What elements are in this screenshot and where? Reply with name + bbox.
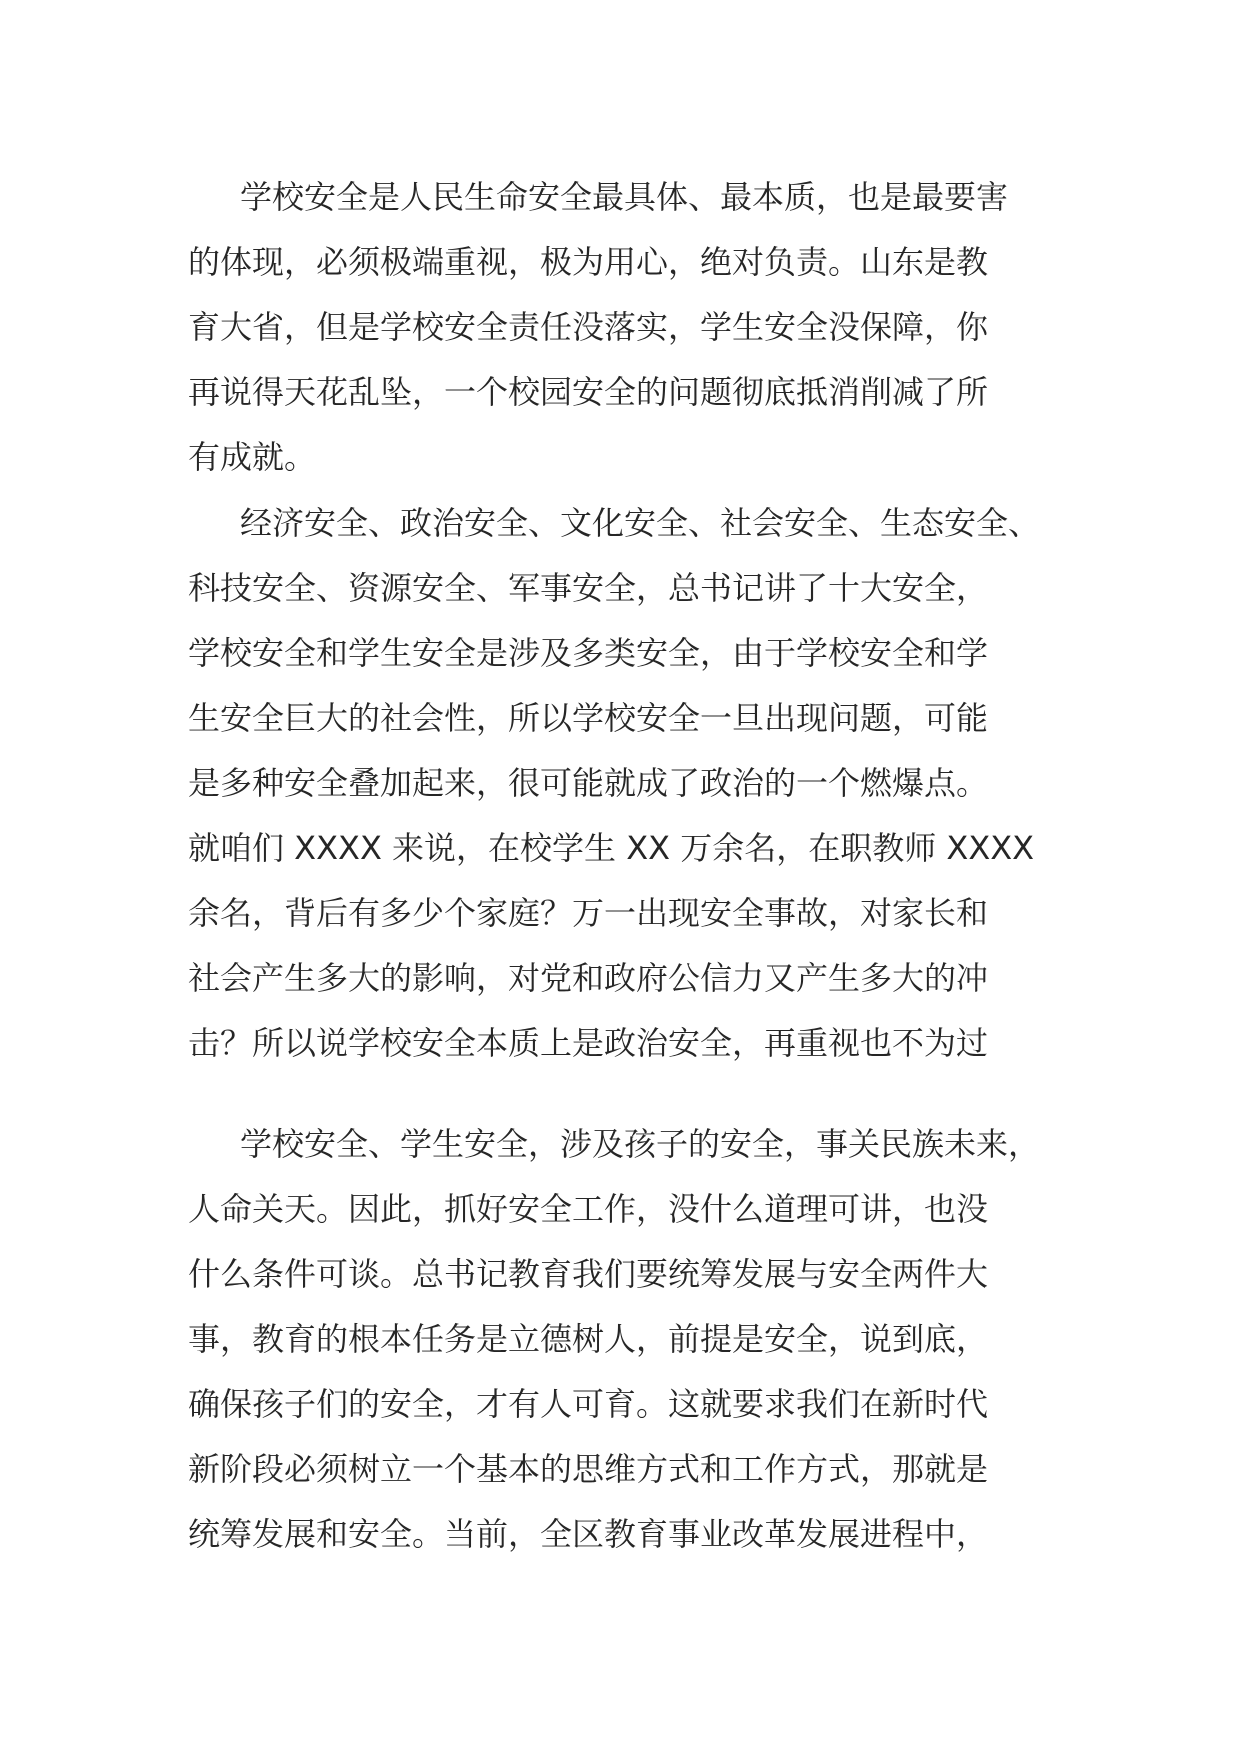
paragraph-line: 经济安全、政治安全、文化安全、社会安全、生态安全、: [240, 504, 1041, 542]
paragraph-line: 育大省，但是学校安全责任没落实，学生安全没保障，你: [188, 308, 989, 346]
paragraph-line: 学校安全和学生安全是涉及多类安全，由于学校安全和学: [188, 634, 989, 672]
paragraph-line: 再说得天花乱坠，一个校园安全的问题彻底抵消削减了所: [188, 373, 989, 411]
paragraph-ten-securities: [188, 491, 1068, 1076]
paragraph-line: 学校安全、学生安全，涉及孩子的安全，事关民族未来，: [240, 1125, 1041, 1163]
paragraph-line: 击？所以说学校安全本质上是政治安全，再重视也不为过: [188, 1024, 989, 1062]
paragraph-school-safety: [188, 165, 1068, 490]
paragraph-line: 生安全巨大的社会性，所以学校安全一旦出现问题，可能: [188, 699, 989, 737]
paragraph-line: 社会产生多大的影响，对党和政府公信力又产生多大的冲: [188, 959, 989, 997]
paragraph-line: 确保孩子们的安全，才有人可育。这就要求我们在新时代: [188, 1385, 989, 1423]
paragraph-line: 新阶段必须树立一个基本的思维方式和工作方式，那就是: [188, 1450, 989, 1488]
paragraph-line: 是多种安全叠加起来，很可能就成了政治的一个燃爆点。: [188, 764, 989, 802]
paragraph-development-and-safety: [188, 1112, 1068, 1567]
paragraph-line: 事，教育的根本任务是立德树人，前提是安全，说到底，: [188, 1320, 989, 1358]
paragraph-line: 人命关天。因此，抓好安全工作，没什么道理可讲，也没: [188, 1190, 989, 1228]
paragraph-line: 统筹发展和安全。当前，全区教育事业改革发展进程中，: [188, 1515, 989, 1553]
paragraph-line: 余名，背后有多少个家庭？万一出现安全事故，对家长和: [188, 894, 989, 932]
paragraph-line: 科技安全、资源安全、军事安全，总书记讲了十大安全，: [188, 569, 989, 607]
paragraph-line: 学校安全是人民生命安全最具体、最本质，也是最要害: [240, 178, 1009, 216]
paragraph-line: 有成就。: [188, 438, 317, 476]
paragraph-line: 就咱们 XXXX 来说，在校学生 XX 万余名，在职教师 XXXX: [188, 829, 1035, 867]
paragraph-line: 的体现，必须极端重视，极为用心，绝对负责。山东是教: [188, 243, 989, 281]
paragraph-line: 什么条件可谈。总书记教育我们要统筹发展与安全两件大: [188, 1255, 989, 1293]
